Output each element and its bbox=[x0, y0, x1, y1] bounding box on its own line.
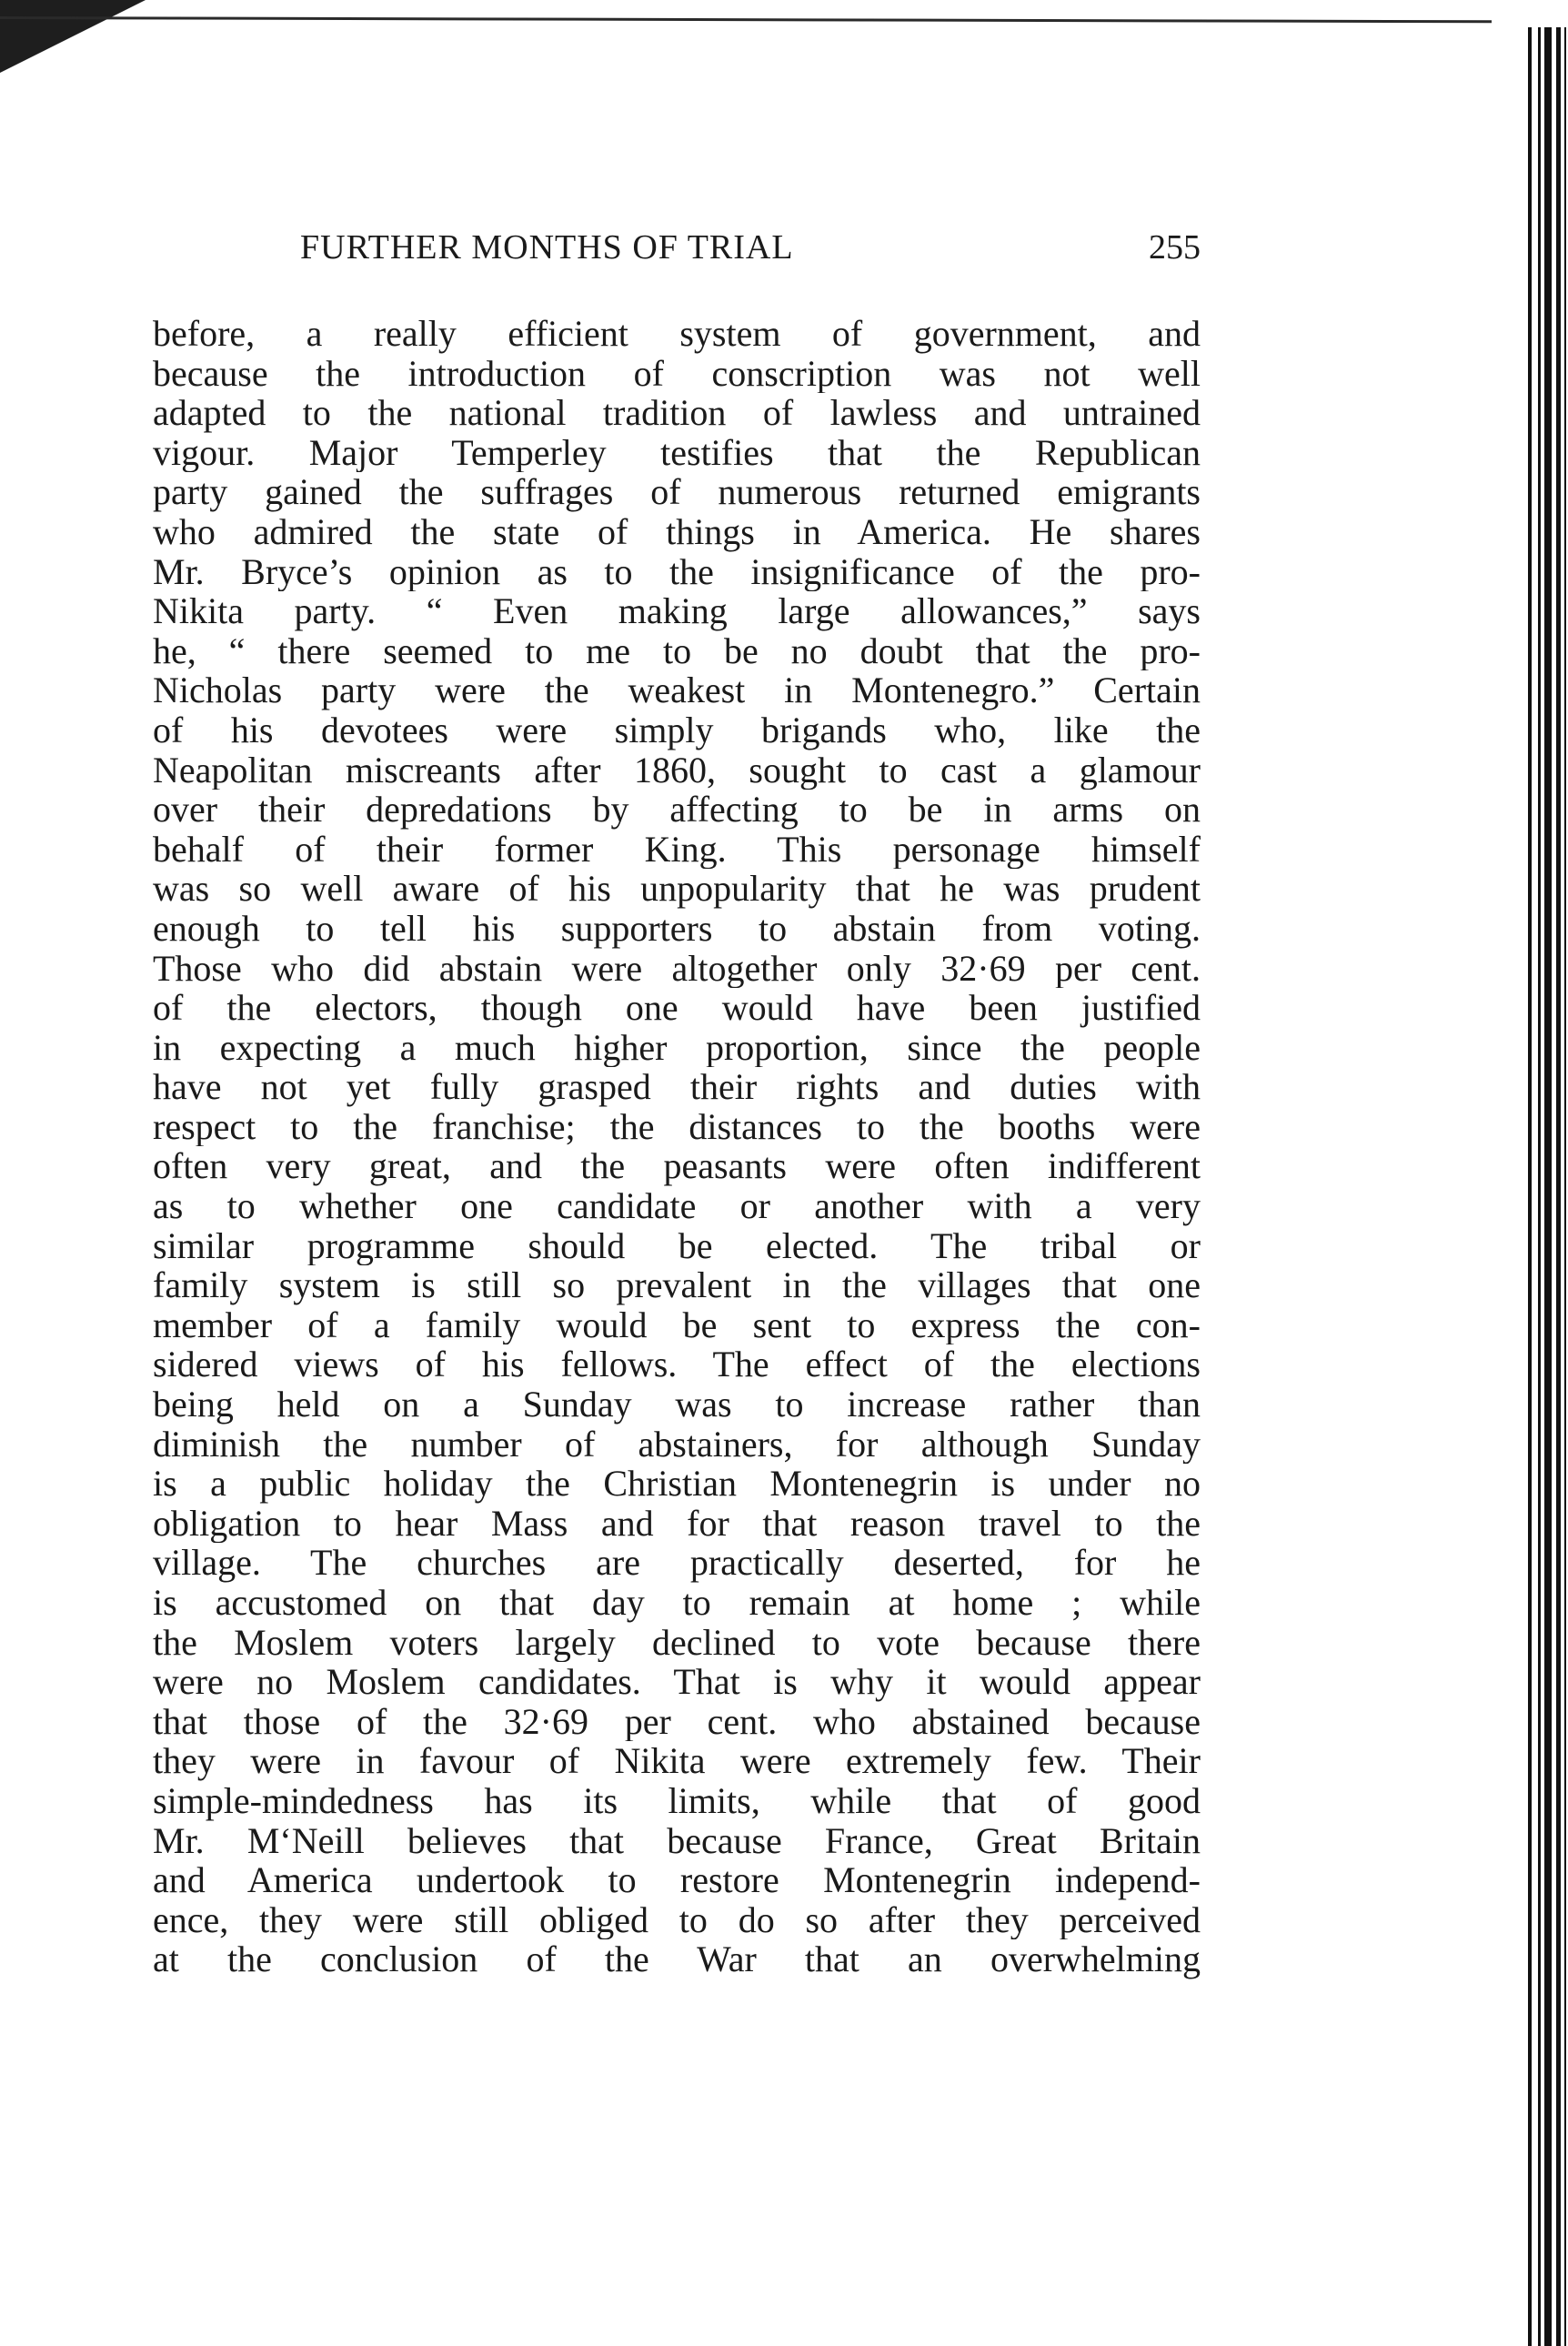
text-line: ence, they were still obliged to do so after they perceived bbox=[153, 1899, 1201, 1940]
text-line: as to whether one candidate or another with a very bbox=[153, 1186, 1201, 1226]
scan-top-edge bbox=[0, 16, 1492, 23]
text-line: over their depredations by affecting to be in arms on bbox=[153, 790, 1201, 830]
text-line: enough to tell his supporters to abstain from voting. bbox=[153, 908, 1201, 949]
text-line: family system is still so prevalent in the villages that one bbox=[153, 1265, 1201, 1305]
text-line: is a public holiday the Christian Montenegrin is under no bbox=[153, 1464, 1201, 1504]
text-line: was so well aware of his unpopularity that he was prudent bbox=[153, 869, 1201, 909]
text-line: before, a really efficient system of government, and bbox=[153, 314, 1201, 354]
scan-border-top-left bbox=[0, 0, 1501, 73]
text-line: diminish the number of abstainers, for although Sunday bbox=[153, 1424, 1201, 1465]
text-line: is accustomed on that day to remain at home ; while bbox=[153, 1583, 1201, 1623]
binding-line bbox=[1564, 27, 1566, 2346]
text-line: adapted to the national tradition of lawless and untrained bbox=[153, 393, 1201, 433]
text-line: were no Moslem candidates. That is why it would appear bbox=[153, 1662, 1201, 1702]
book-binding-edge bbox=[1499, 0, 1568, 2346]
text-line: Those who did abstain were altogether only 32·69 per cent. bbox=[153, 948, 1201, 989]
text-line: who admired the state of things in America. He shares bbox=[153, 511, 1201, 552]
text-line: have not yet fully grasped their rights and duties with bbox=[153, 1067, 1201, 1107]
text-line: of his devotees were simply brigands who, like the bbox=[153, 710, 1201, 750]
binding-line bbox=[1528, 27, 1532, 2346]
text-line: respect to the franchise; the distances to the booths were bbox=[153, 1106, 1201, 1147]
body-text bbox=[153, 314, 1201, 1979]
text-line: sidered views of his fellows. The effect of the elections bbox=[153, 1344, 1201, 1385]
binding-line bbox=[1544, 27, 1552, 2346]
text-line: being held on a Sunday was to increase rather than bbox=[153, 1384, 1201, 1425]
text-line: Mr. Bryce’s opinion as to the insignificance of the pro- bbox=[153, 551, 1201, 592]
text-line: the Moslem voters largely declined to vote because there bbox=[153, 1622, 1201, 1663]
text-line: often very great, and the peasants were often indifferent bbox=[153, 1146, 1201, 1187]
text-line: Nikita party. “ Even making large allowances,” says bbox=[153, 591, 1201, 631]
text-line: and America undertook to restore Montenegrin independ- bbox=[153, 1860, 1201, 1900]
text-line: Nicholas party were the weakest in Montenegro.” Certain bbox=[153, 670, 1201, 710]
text-line: because the introduction of conscription was not well bbox=[153, 353, 1201, 394]
binding-line bbox=[1556, 27, 1561, 2346]
text-line: party gained the suffrages of numerous returned emigrants bbox=[153, 472, 1201, 512]
text-line: member of a family would be sent to express the con- bbox=[153, 1304, 1201, 1345]
running-head bbox=[153, 209, 1201, 267]
text-line: Neapolitan miscreants after 1860, sought to cast a glamour bbox=[153, 750, 1201, 790]
running-title: FURTHER MONTHS OF TRIAL bbox=[300, 228, 794, 267]
text-line: Mr. M‘Neill believes that because France, Great Britain bbox=[153, 1820, 1201, 1861]
page-number: 255 bbox=[1149, 228, 1201, 267]
text-line: at the conclusion of the War that an overwhelming bbox=[153, 1939, 1201, 1979]
text-line: in expecting a much higher proportion, since the people bbox=[153, 1027, 1201, 1068]
text-line: village. The churches are practically deserted, for he bbox=[153, 1543, 1201, 1583]
text-line: obligation to hear Mass and for that reason travel to the bbox=[153, 1503, 1201, 1544]
text-line: of the electors, though one would have been justified bbox=[153, 988, 1201, 1028]
text-line: he, “ there seemed to me to be no doubt that the pro- bbox=[153, 630, 1201, 671]
text-line: they were in favour of Nikita were extremely few. Their bbox=[153, 1741, 1201, 1781]
binding-line bbox=[1538, 27, 1541, 2346]
scan-shadow-wedge bbox=[0, 0, 146, 73]
book-page bbox=[153, 209, 1201, 1979]
text-line: behalf of their former King. This personage himself bbox=[153, 829, 1201, 870]
text-line: that those of the 32·69 per cent. who abstained because bbox=[153, 1701, 1201, 1742]
text-line: simple-mindedness has its limits, while that of good bbox=[153, 1780, 1201, 1821]
text-line: similar programme should be elected. The tribal or bbox=[153, 1225, 1201, 1266]
text-line: vigour. Major Temperley testifies that the Republican bbox=[153, 432, 1201, 473]
